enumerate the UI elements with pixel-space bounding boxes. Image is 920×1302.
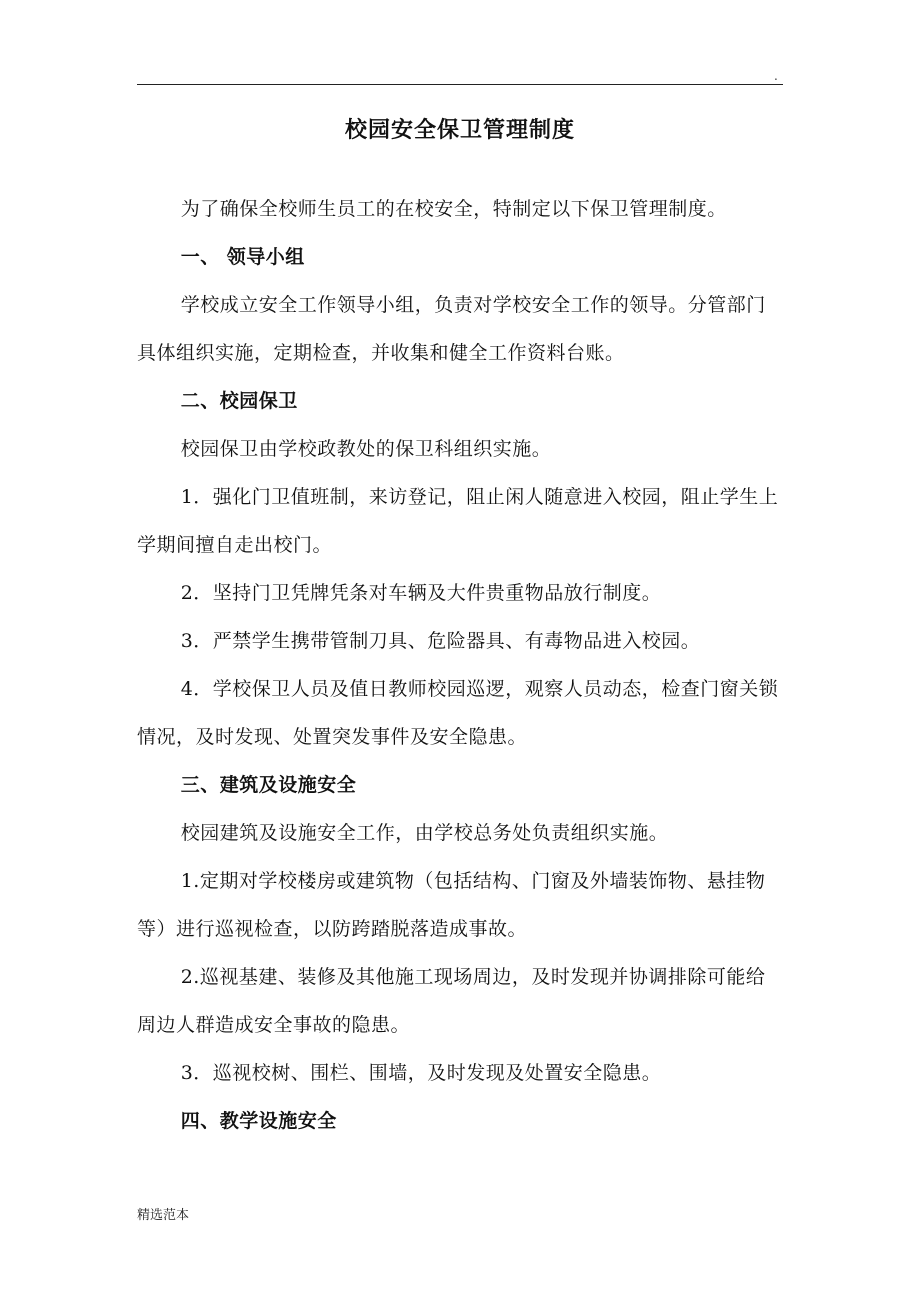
header-dot: . [774,69,778,83]
intro-paragraph: 为了确保全校师生员工的在校安全，特制定以下保卫管理制度。 [180,198,727,220]
section-heading-building-safety: 三、建筑及设施安全 [180,774,357,796]
header-rule [137,84,783,85]
paragraph: 2．坚持门卫凭牌凭条对车辆及大件贵重物品放行制度。 [180,582,662,604]
section-heading-teaching-facilities: 四、教学设施安全 [180,1110,337,1132]
paragraph: 4．学校保卫人员及值日教师校园巡逻，观察人员动态，检查门窗关锁情况，及时发现、处置突发事件及安全隐患。 [137,678,779,748]
document-body [137,185,783,1145]
section-heading-campus-security: 二、校园保卫 [180,390,298,412]
paragraph: 3．严禁学生携带管制刀具、危险器具、有毒物品进入校园。 [180,630,701,652]
paragraph: 1．强化门卫值班制，来访登记，阻止闲人随意进入校园，阻止学生上学期间擅自走出校门。 [137,486,779,556]
paragraph: 1.定期对学校楼房或建筑物（包括结构、门窗及外墙装饰物、悬挂物等）进行巡视检查，以防跨踏脱落造成事故。 [137,870,766,940]
paragraph: 校园建筑及设施安全工作，由学校总务处负责组织实施。 [180,822,669,844]
paragraph: 学校成立安全工作领导小组，负责对学校安全工作的领导。分管部门具体组织实施，定期检查，并收集和健全工作资料台账。 [137,294,766,364]
paragraph: 3．巡视校树、围栏、围墙，及时发现及处置安全隐患。 [180,1062,662,1084]
section-heading-leadership: 一、 领导小组 [180,246,305,268]
footer-text: 精选范本 [137,1208,190,1223]
paragraph: 2.巡视基建、装修及其他施工现场周边，及时发现并协调排除可能给周边人群造成安全事故的隐患。 [137,966,766,1036]
paragraph: 校园保卫由学校政教处的保卫科组织实施。 [180,438,552,460]
document-title: 校园安全保卫管理制度 [344,118,575,143]
